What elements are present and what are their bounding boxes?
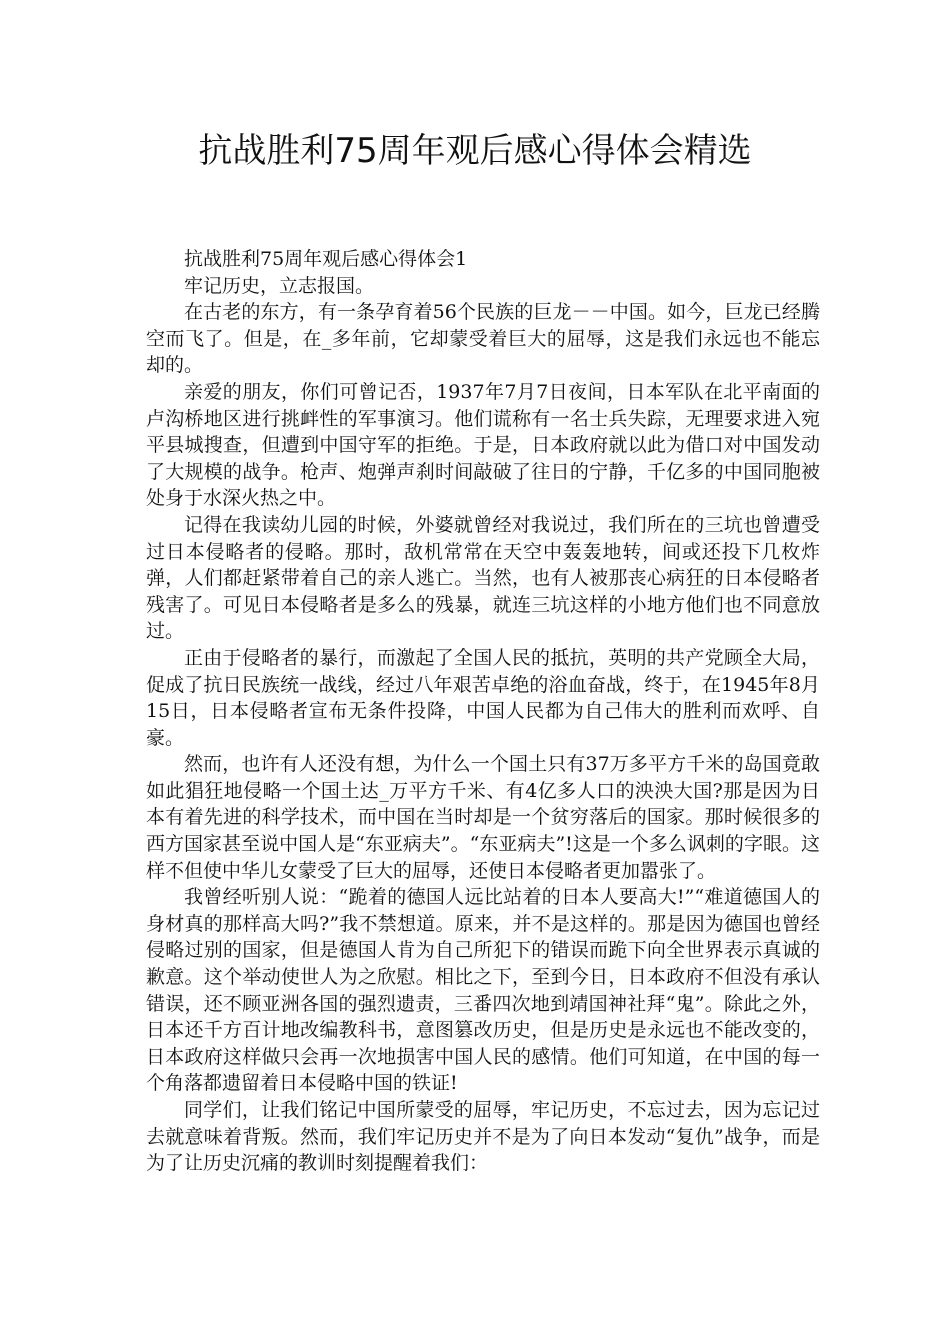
paragraph: 然而，也许有人还没有想，为什么一个国土只有37万多平方千米的岛国竟敢如此猖狂地侵略一个国土达_万平方千米、有4亿多人口的泱泱大国?那是因为日本有着先进的科学技术，而中国在当时却是一个贫穷落后的国家。那时候很多的西方国家甚至说中国人是“东亚病夫”。“东亚病夫”!这是一个多么讽刺的字眼。这样不但使中华儿女蒙受了巨大的屈辱，还使日本侵略者更加嚣张了。 bbox=[146, 753, 820, 882]
paragraph: 同学们，让我们铭记中国所蒙受的屈辱，牢记历史，不忘过去，因为忘记过去就意味着背叛。然而，我们牢记历史并不是为了向日本发动“复仇”战争，而是为了让历史沉痛的教训时刻提醒着我们： bbox=[146, 1099, 820, 1175]
document-body bbox=[146, 246, 820, 1177]
document-title: 抗战胜利75周年观后感心得体会精选 bbox=[198, 131, 752, 171]
paragraph: 牢记历史，立志报国。 bbox=[184, 274, 375, 297]
paragraph: 亲爱的朋友，你们可曾记否，1937年7月7日夜间，日本军队在北平南面的卢沟桥地区进行挑衅性的军事演习。他们谎称有一名士兵失踪，无理要求进入宛平县城搜查，但遭到中国守军的拒绝。于是，日本政府就以此为借口对中国发动了大规模的战争。枪声、炮弹声刹时间敲破了往日的宁静，千亿多的中国同胞被处身于水深火热之中。 bbox=[146, 380, 820, 510]
paragraph: 在古老的东方，有一条孕育着56个民族的巨龙－－中国。如今，巨龙已经腾空而飞了。但是，在_多年前，它却蒙受着巨大的屈辱，这是我们永远也不能忘却的。 bbox=[146, 301, 820, 377]
paragraph: 正由于侵略者的暴行，而激起了全国人民的抵抗，英明的共产党顾全大局，促成了抗日民族统一战线，经过八年艰苦卓绝的浴血奋战，终于，在1945年8月15日，日本侵略者宣布无条件投降，中国人民都为自己伟大的胜利而欢呼、自豪。 bbox=[146, 646, 820, 749]
paragraph: 记得在我读幼儿园的时候，外婆就曾经对我说过，我们所在的三坑也曾遭受过日本侵略者的侵略。那时，敌机常常在天空中轰轰地转，间或还投下几枚炸弹，人们都赶紧带着自己的亲人逃亡。当然，也有人被那丧心病狂的日本侵略者残害了。可见日本侵略者是多么的残暴，就连三坑这样的小地方他们也不同意放过。 bbox=[146, 513, 820, 643]
paragraph: 抗战胜利75周年观后感心得体会1 bbox=[184, 248, 468, 270]
paragraph: 我曾经听别人说：“跪着的德国人远比站着的日本人要高大!”“难道德国人的身材真的那样高大吗?”我不禁想道。原来，并不是这样的。那是因为德国也曾经侵略过别的国家，但是德国人肯为自己所犯下的错误而跪下向全世界表示真诚的歉意。这个举动使世人为之欣慰。相比之下，至到今日，日本政府不但没有承认错误，还不顾亚洲各国的强烈遗责，三番四次地到靖国神社拜“鬼”。除此之外，日本还千方百计地改编教科书，意图篡改历史，但是历史是永远也不能改变的，日本政府这样做只会再一次地损害中国人民的感情。他们可知道，在中国的每一个角落都遗留着日本侵略中国的铁证! bbox=[146, 886, 820, 1095]
